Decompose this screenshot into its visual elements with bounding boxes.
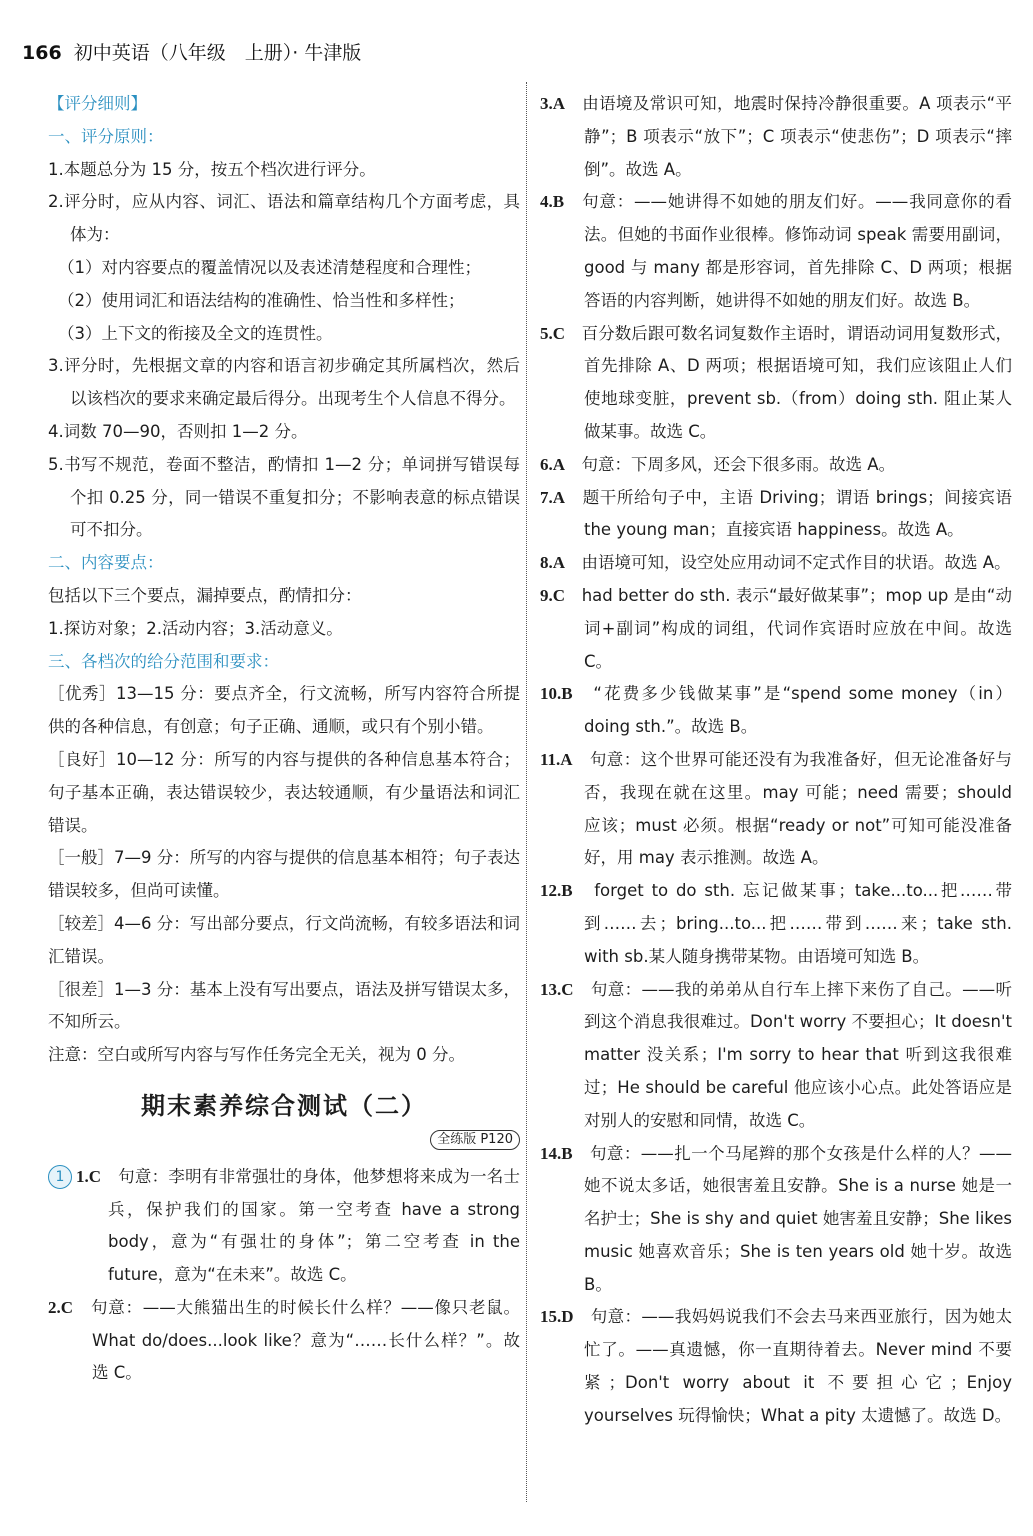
answer-item	[540, 875, 1012, 973]
answer-number: 11.A	[540, 749, 573, 769]
answer-number: 12.B	[540, 881, 573, 901]
level-item: ［很差］1—3 分：基本上没有写出要点，语法及拼写错误太多，不知所云。	[48, 979, 520, 1032]
answer-item	[540, 186, 1012, 317]
part-number-badge: 1	[48, 1165, 72, 1189]
answer-explanation: 句意：——我妈妈说我们不会去马来西亚旅行，因为她太忙了。——真遗憾，你一直期待着去。Never mind 不要紧；Don't worry about it 不要担心它；Enjoy yourselves 玩得愉快；What a pity 太遗憾了。故选 D。	[584, 1307, 1013, 1425]
reference-text: 全练版 P120	[430, 1130, 520, 1150]
answer-number: 1.C	[76, 1166, 102, 1186]
answer-item	[540, 482, 1012, 548]
answer-explanation: 题干所给句子中，主语 Driving；谓语 brings；间接宾语 the young man；直接宾语 happiness。故选 A。	[582, 487, 1012, 540]
rule-item: 1.本题总分为 15 分，按五个档次进行评分。	[48, 159, 376, 179]
answer-number: 8.A	[540, 553, 566, 573]
answer-explanation: 句意：——大熊猫出生的时候长什么样？——像只老鼠。What do/does...look like？意为“……长什么样？”。故选 C。	[91, 1297, 521, 1383]
answer-explanation: 百分数后跟可数名词复数作主语时，谓语动词用复数形式，首先排除 A、D 两项；根据语境可知，我们应该阻止人们使地球变脏，prevent sb.（from）doing sth. 阻止某人做某事。故选 C。	[581, 323, 1013, 441]
page-number: 166	[22, 42, 62, 64]
answer-number: 5.C	[540, 323, 566, 343]
answer-number: 3.A	[540, 94, 566, 113]
section-title: 期末素养综合测试（二）	[141, 1091, 427, 1120]
points-text: 包括以下三个要点，漏掉要点，酌情扣分：	[48, 585, 362, 605]
note-text: 注意：空白或所写内容与写作任务完全无关，视为 0 分。	[48, 1045, 465, 1065]
page-header	[22, 38, 361, 65]
answer-item	[48, 1161, 520, 1292]
answer-number: 7.A	[540, 487, 566, 507]
answer-explanation: “花费多少钱做某事”是“spend some money（in）doing sth.”。故选 B。	[584, 684, 1012, 737]
answer-number: 10.B	[540, 684, 573, 704]
left-column	[48, 88, 520, 1390]
level-item: ［良好］10—12 分：所写的内容与提供的各种信息基本符合；句子基本正确，表达错误较少，表达较通顺，有少量语法和词汇错误。	[48, 749, 520, 835]
answer-explanation: 句意：李明有非常强壮的身体，他梦想将来成为一名士兵，保护我们的国家。第一空考查 have a strong body，意为“有强壮的身体”；第二空考查 in the future，意为“在未来”。故选 C。	[108, 1166, 521, 1285]
answer-item	[540, 88, 1012, 186]
answer-item	[540, 318, 1012, 449]
rule-subitem: （2）使用词汇和语法结构的准确性、恰当性和多样性；	[58, 290, 465, 310]
level-item: ［优秀］13—15 分：要点齐全，行文流畅，所写内容符合所提供的各种信息，有创意；句子正确、通顺，或只有个别小错。	[48, 684, 520, 737]
points-text: 1.探访对象；2.活动内容；3.活动意义。	[48, 618, 343, 638]
answer-explanation: 句意：下周多风，还会下很多雨。故选 A。	[581, 454, 896, 474]
answer-explanation: 句意：——她讲得不如她的朋友们好。——我同意你的看法。但她的书面作业很棒。修饰动词 speak 需要用副词，good 与 many 都是形容词，首先排除 C、D 两项；根据答语的内容判断，她讲得不如她的朋友们好。故选 B。	[582, 192, 1013, 310]
answer-item	[540, 744, 1012, 875]
column-divider	[526, 82, 527, 1502]
right-column	[540, 88, 1012, 1433]
answer-item	[540, 547, 1012, 580]
answer-number: 6.A	[540, 454, 566, 474]
heading-scoring-principles: 一、评分原则：	[48, 126, 164, 146]
answer-explanation: forget to do sth. 忘记做某事；take...to...把……带到……去；bring...to...把……带到……来；take sth. with sb.某人随身携带某物。由语境可知选 B。	[584, 881, 1012, 966]
rule-item: 5.书写不规范，卷面不整洁，酌情扣 1—2 分；单词拼写错误每个扣 0.25 分，同一错误不重复扣分；不影响表意的标点错误可不扣分。	[48, 454, 520, 540]
answer-explanation: 由语境可知，设空处应用动词不定式作目的状语。故选 A。	[581, 553, 1011, 573]
book-title: 初中英语（八年级 上册）· 牛津版	[73, 42, 362, 64]
answer-item	[540, 449, 1012, 482]
heading-levels: 三、各档次的给分范围和要求：	[48, 651, 279, 671]
answer-item	[48, 1292, 520, 1390]
level-item: ［一般］7—9 分：所写的内容与提供的信息基本相符；句子表达错误较多，但尚可读懂。	[48, 848, 520, 901]
answer-number: 9.C	[540, 585, 566, 605]
answer-explanation: 句意：——我的弟弟从自行车上摔下来伤了自己。——听到这个消息我很难过。Don't worry 不要担心；It doesn't matter 没关系；I'm sorry to hear that 听到这我很难过；He should be careful 他应该小心点。此处答语应是对别人的安慰和同情，故选 C。	[584, 979, 1013, 1130]
answer-number: 13.C	[540, 979, 574, 999]
answer-item	[540, 1301, 1012, 1432]
answer-explanation: 句意：——扎一个马尾辫的那个女孩是什么样的人？——她不说太多话，她很害羞且安静。She is a nurse 她是一名护士；She is shy and quiet 她害羞且安静；She likes music 她喜欢音乐；She is ten years old 她十岁。故选 B。	[584, 1143, 1013, 1294]
answer-explanation: 句意：这个世界可能还没有为我准备好，但无论准备好与否，我现在就在这里。may 可能；need 需要；should 应该；must 必须。根据“ready or not”可知可能没准备好，用 may 表示推测。故选 A。	[584, 749, 1013, 868]
answer-item	[540, 678, 1012, 744]
answer-item	[540, 1138, 1012, 1302]
answer-item	[540, 580, 1012, 678]
reference-badge	[48, 1122, 520, 1155]
answer-item	[540, 974, 1012, 1138]
answer-number: 4.B	[540, 192, 565, 212]
answer-explanation: 由语境及常识可知，地震时保持冷静很重要。A 项表示“平静”；B 项表示“放下”；C 项表示“使悲伤”；D 项表示“摔倒”。故选 A。	[582, 94, 1012, 179]
answer-number: 15.D	[540, 1307, 574, 1327]
rule-item: 3.评分时，先根据文章的内容和语言初步确定其所属档次，然后以该档次的要求来确定最后得分。出现考生个人信息不得分。	[48, 356, 520, 409]
answer-number: 2.C	[48, 1297, 74, 1317]
rule-item: 4.词数 70—90，否则扣 1—2 分。	[48, 421, 308, 441]
rules-tag: 【评分细则】	[48, 94, 147, 113]
level-item: ［较差］4—6 分：写出部分要点，行文尚流畅，有较多语法和词汇错误。	[48, 913, 520, 966]
heading-content-points: 二、内容要点：	[48, 553, 164, 573]
rule-item: 2.评分时，应从内容、词汇、语法和篇章结构几个方面考虑，具体为：	[48, 192, 520, 245]
rule-subitem: （3）上下文的衔接及全文的连贯性。	[58, 323, 333, 343]
answer-explanation: had better do sth. 表示“最好做某事”；mop up 是由“动词+副词”构成的词组，代词作宾语时应放在中间。故选 C。	[581, 585, 1012, 671]
answer-number: 14.B	[540, 1143, 573, 1163]
rule-subitem: （1）对内容要点的覆盖情况以及表述清楚程度和合理性；	[58, 257, 481, 277]
